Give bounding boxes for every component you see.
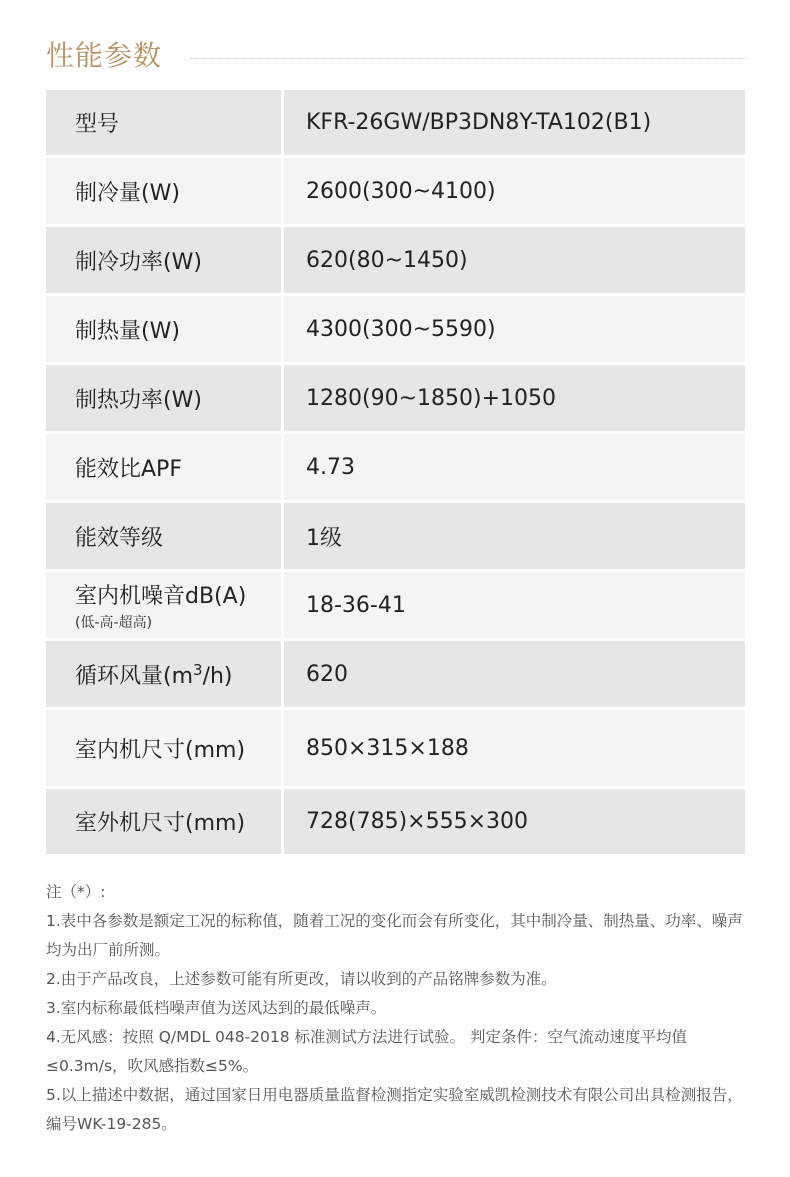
spec-value: 728(785)×555×300 xyxy=(306,809,528,834)
spec-value: KFR-26GW/BP3DN8Y-TA102(B1) xyxy=(306,110,652,135)
spec-value: 2600(300~4100) xyxy=(306,178,496,204)
spec-row-indoor-size xyxy=(46,710,745,789)
note-item: 5.以上描述中数据，通过国家日用电器质量监督检测指定实验室威凯检测技术有限公司出具检测报告，编号WK-19-285。 xyxy=(46,1086,743,1133)
spec-value: 18-36-41 xyxy=(306,592,406,618)
section-divider xyxy=(190,58,746,59)
spec-row-apf xyxy=(46,434,745,503)
spec-value: 4.73 xyxy=(306,454,355,480)
spec-row-energy-grade xyxy=(46,503,745,572)
spec-value: 850×315×188 xyxy=(306,735,469,761)
spec-row-heating-capacity xyxy=(46,296,745,365)
spec-label: 制冷功率(W) xyxy=(46,227,284,293)
spec-table xyxy=(46,90,745,857)
spec-row-model xyxy=(46,90,745,158)
spec-row-heating-power xyxy=(46,365,745,434)
spec-label: 型号 xyxy=(46,90,284,155)
spec-label-sub: (低-高-超高) xyxy=(75,614,153,631)
notes-section xyxy=(46,878,751,1139)
note-item: 2.由于产品改良，上述参数可能有所更改，请以收到的产品铭牌参数为准。 xyxy=(46,970,557,988)
spec-row-airflow xyxy=(46,641,745,710)
spec-row-cooling-capacity xyxy=(46,158,745,227)
spec-label: 能效比APF xyxy=(46,434,284,500)
spec-label xyxy=(46,572,284,638)
section-header xyxy=(46,36,746,80)
note-item: 3.室内标称最低档噪声值为送风达到的最低噪声。 xyxy=(46,999,387,1017)
section-title: 性能参数 xyxy=(46,39,163,72)
spec-label-prefix: 循环风量(m xyxy=(75,663,194,689)
spec-row-outdoor-size xyxy=(46,789,745,857)
spec-row-indoor-noise xyxy=(46,572,745,641)
spec-label: 室外机尺寸(mm) xyxy=(46,789,284,854)
spec-label: 制冷量(W) xyxy=(46,158,284,224)
spec-value: 620(80~1450) xyxy=(306,247,468,273)
spec-value: 620 xyxy=(306,661,348,687)
spec-label: 制热功率(W) xyxy=(46,365,284,431)
spec-value: 1级 xyxy=(306,525,342,551)
spec-value: 4300(300~5590) xyxy=(306,316,496,342)
spec-label: 室内机尺寸(mm) xyxy=(46,710,284,786)
note-item: 4.无风感：按照 Q/MDL 048-2018 标准测试方法进行试验。 判定条件：空气流动速度平均值≤0.3m/s，吹风感指数≤5%。 xyxy=(46,1028,687,1075)
spec-label: 能效等级 xyxy=(46,503,284,569)
spec-value: 1280(90~1850)+1050 xyxy=(306,385,556,411)
notes-heading: 注（*）: xyxy=(46,883,106,901)
spec-label: 制热量(W) xyxy=(46,296,284,362)
spec-label xyxy=(46,641,284,707)
spec-label-sup: 3 xyxy=(193,660,203,679)
spec-row-cooling-power xyxy=(46,227,745,296)
note-item: 1.表中各参数是额定工况的标称值，随着工况的变化而会有所变化，其中制冷量、制热量、功率、噪声均为出厂前所测。 xyxy=(46,912,743,959)
spec-label-main: 室内机噪音dB(A) xyxy=(75,583,247,609)
spec-label-suffix: /h) xyxy=(202,663,233,689)
